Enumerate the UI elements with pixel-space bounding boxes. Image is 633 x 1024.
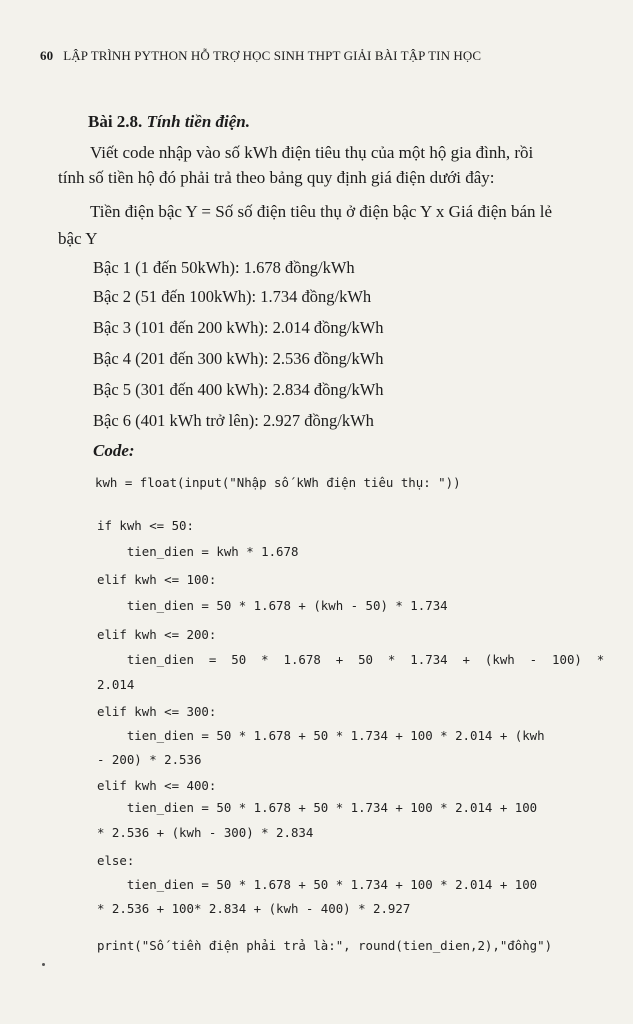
code-line: elif kwh <= 400: — [97, 778, 217, 793]
code-line: * 2.536 + 100* 2.834 + (kwh - 400) * 2.927 — [97, 901, 411, 916]
code-line: tien_dien = 50 * 1.678 + (kwh - 50) * 1.734 — [97, 598, 448, 613]
intro-line-2: tính số tiền hộ đó phải trả theo bảng quy định giá điện dưới đây: — [58, 168, 495, 187]
code-line: * 2.536 + (kwh - 300) * 2.834 — [97, 825, 314, 840]
code-line: print("Số tiền điện phải trả là:", round(tien_dien,2),"đồng") — [97, 938, 553, 953]
intro-line-1: Viết code nhập vào số kWh điện tiêu thụ của một hộ gia đình, rồi — [90, 143, 534, 162]
code-line: tien_dien = 50 * 1.678 + 50 * 1.734 + 100 * 2.014 + (kwh — [97, 728, 545, 743]
page-header — [40, 48, 603, 64]
code-line: tien_dien = 50 * 1.678 + 50 * 1.734 + 100 * 2.014 + 100 — [97, 877, 538, 892]
tier-6: Bậc 6 (401 kWh trở lên): 2.927 đồng/kWh — [93, 411, 374, 430]
code-line: elif kwh <= 200: — [97, 627, 217, 642]
code-heading: Code: — [93, 441, 135, 460]
formula-line-2: bậc Y — [58, 229, 98, 248]
tier-5: Bậc 5 (301 đến 400 kWh): 2.834 đồng/kWh — [93, 380, 384, 399]
code-line: 2.014 — [97, 677, 135, 692]
code-line: if kwh <= 50: — [97, 518, 194, 533]
code-line: elif kwh <= 100: — [97, 572, 217, 587]
tier-1: Bậc 1 (1 đến 50kWh): 1.678 đồng/kWh — [93, 258, 355, 277]
exercise-name: Tính tiền điện. — [146, 112, 250, 131]
code-line: tien_dien = 50 * 1.678 + 50 * 1.734 + (kwh - 100) * — [97, 652, 605, 667]
formula-line-1: Tiền điện bậc Y = Số số điện tiêu thụ ở điện bậc Y x Giá điện bán lẻ — [90, 202, 553, 221]
running-title: LẬP TRÌNH PYTHON HỖ TRỢ HỌC SINH THPT GIẢI BÀI TẬP TIN HỌC — [63, 48, 482, 63]
code-line: tien_dien = kwh * 1.678 — [97, 544, 299, 559]
tier-2: Bậc 2 (51 đến 100kWh): 1.734 đồng/kWh — [93, 287, 372, 306]
tier-3: Bậc 3 (101 đến 200 kWh): 2.014 đồng/kWh — [93, 318, 384, 337]
code-line: else: — [97, 853, 135, 868]
code-line: kwh = float(input("Nhập số kWh điện tiêu thụ: ")) — [95, 475, 461, 490]
page-number: 60 — [40, 48, 54, 63]
scan-speck — [42, 963, 45, 966]
exercise-label: Bài 2.8. — [88, 112, 143, 131]
tier-4: Bậc 4 (201 đến 300 kWh): 2.536 đồng/kWh — [93, 349, 384, 368]
code-line: - 200) * 2.536 — [97, 752, 202, 767]
exercise-title — [88, 112, 250, 132]
code-line: elif kwh <= 300: — [97, 704, 217, 719]
code-line: tien_dien = 50 * 1.678 + 50 * 1.734 + 100 * 2.014 + 100 — [97, 800, 538, 815]
